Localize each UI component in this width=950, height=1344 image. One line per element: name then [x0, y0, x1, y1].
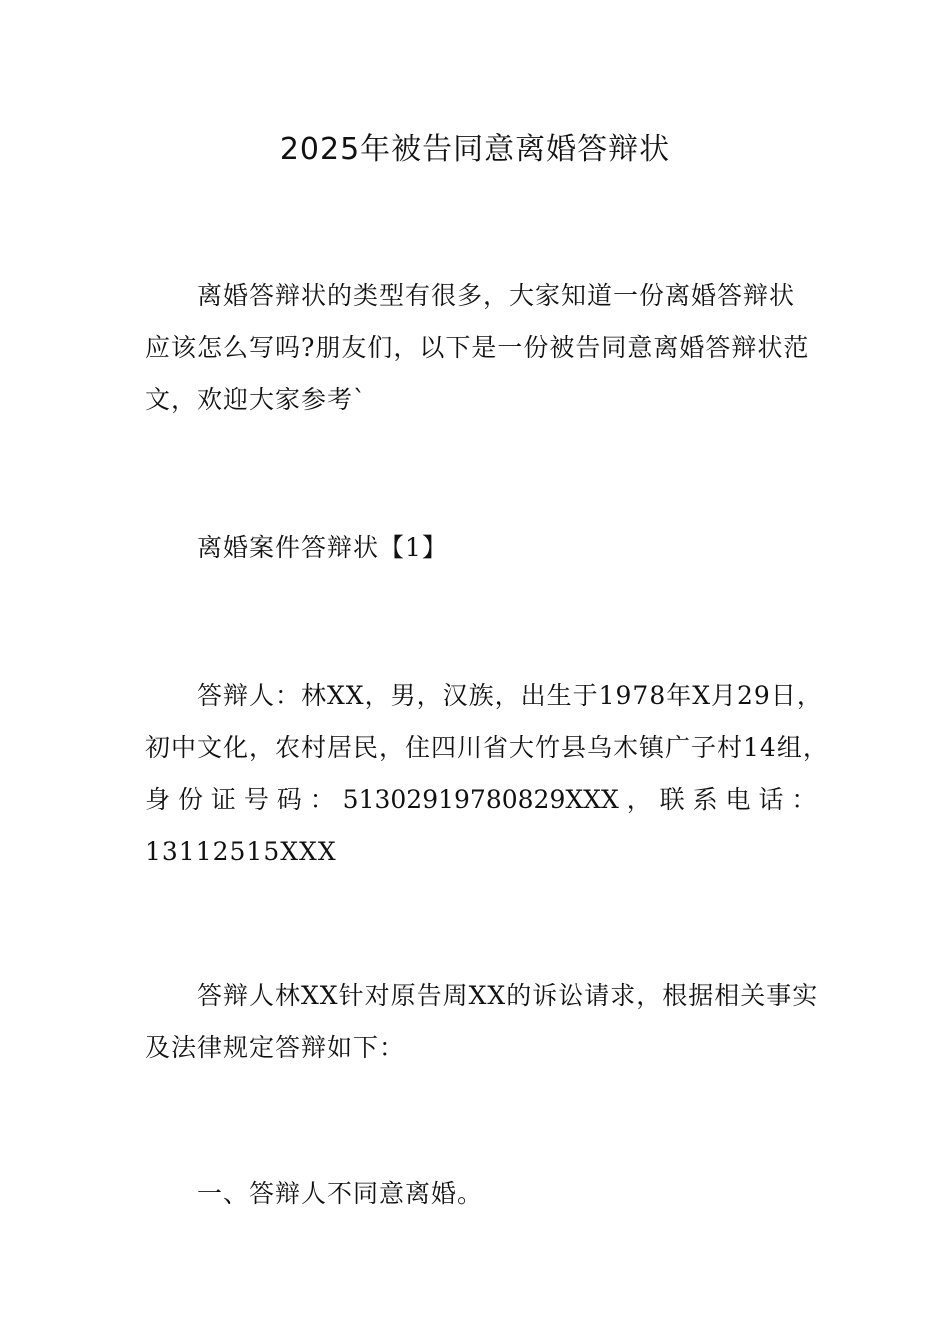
statement-paragraph — [145, 970, 819, 1074]
statement-line-2: 及法律规定答辩如下： — [145, 1033, 406, 1062]
intro-line-1: 离婚答辩状的类型有很多，大家知道一份离婚答辩状 — [197, 281, 796, 310]
intro-line-3: 文，欢迎大家参考` — [145, 385, 367, 414]
respondent-line-2: 初中文化，农村居民，住四川省大竹县乌木镇广子村14组， — [145, 733, 829, 762]
document-title: 2025年被告同意离婚答辩状 — [279, 132, 671, 167]
intro-paragraph — [145, 270, 810, 426]
respondent-line-3: 身 份 证 号 码 ： 51302919780829XXX ， 联 系 电 话 ： — [145, 785, 817, 814]
respondent-line-4: 13112515XXX — [145, 837, 337, 866]
respondent-paragraph — [145, 670, 829, 878]
intro-line-2: 应该怎么写吗?朋友们，以下是一份被告同意离婚答辩状范 — [145, 333, 810, 362]
section-heading-text: 离婚案件答辩状【1】 — [197, 533, 448, 562]
point-one-heading — [145, 1168, 807, 1220]
statement-line-1: 答辩人林XX针对原告周XX的诉讼请求，根据相关事实 — [197, 981, 819, 1010]
section-heading — [145, 522, 807, 574]
respondent-line-1: 答辩人：林XX，男，汉族，出生于1978年X月29日， — [197, 681, 823, 710]
point-one-text: 一、答辩人不同意离婚。 — [197, 1179, 484, 1208]
